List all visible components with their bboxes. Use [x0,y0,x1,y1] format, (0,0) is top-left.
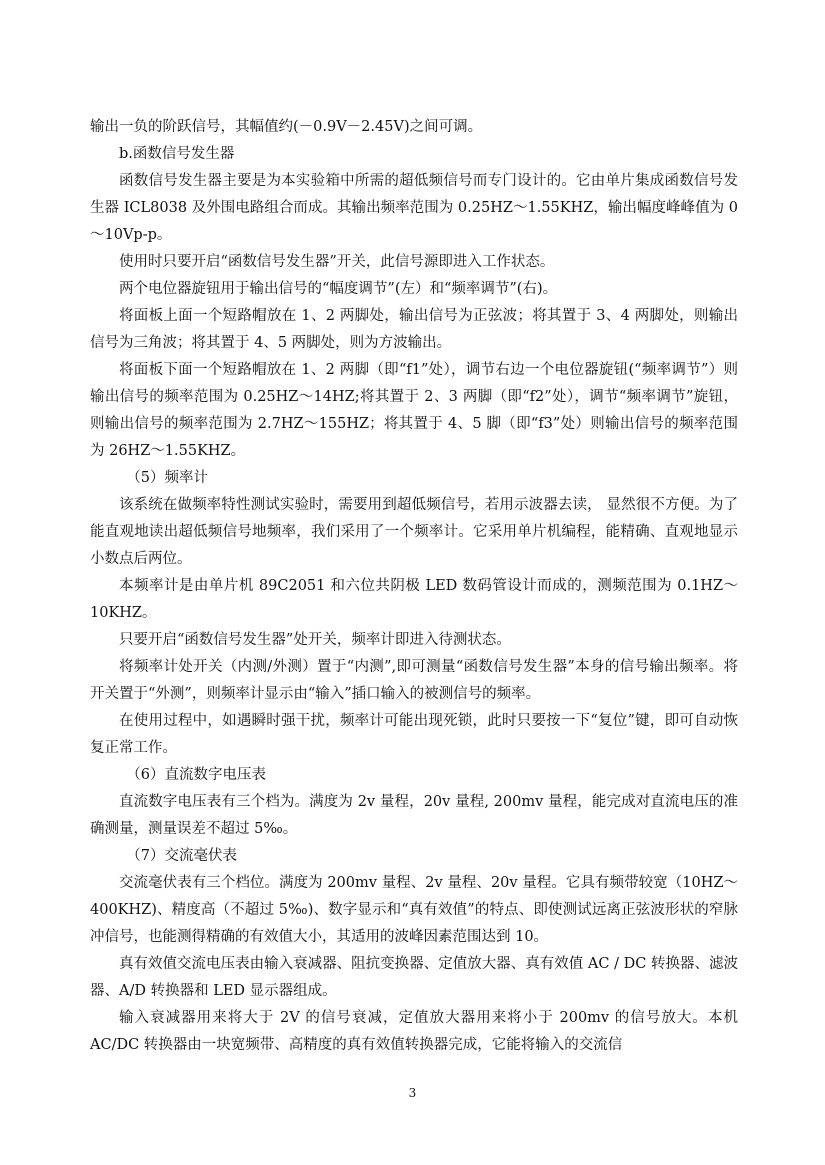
paragraph: 使用时只要开启“函数信号发生器”开关，此信号源即进入工作状态。 [119,254,555,270]
paragraph: 输入衰减器用来将大于 2V 的信号衰减，定值放大器用来将小于 200mv 的信号放大。本机 AC/DC 转换器由一块宽频带、高精度的真有效值转换器完成，它能将输入的交流信 [90,1010,738,1053]
paragraph: 本频率计是由单片机 89C2051 和六位共阴极 LED 数码管设计而成的，测频范围为 0.1HZ～10KHZ。 [90,578,738,621]
body-text [90,114,738,1059]
paragraph: 将面板下面一个短路帽放在 1、2 两脚（即“f1”处），调节右边一个电位器旋钮(“频率调节”）则输出信号的频率范围为 0.25HZ～14HZ;将其置于 2、3 两脚（即“f2”处），调节“频率调节”旋钮，则输出信号的频率范围为 2.7HZ～155HZ；将其置于 4、5 脚（即“f3”处）则输出信号的频率范围为 26HZ～1.55KHZ。 [90,362,738,459]
paragraph: 在使用过程中，如遇瞬时强干扰，频率计可能出现死锁，此时只要按一下“复位”键，即可自动恢复正常工作。 [90,713,738,756]
paragraph: （7）交流毫伏表 [126,848,237,864]
paragraph: 直流数字电压表有三个档为。满度为 2v 量程，20v 量程, 200mv 量程，能完成对直流电压的准确测量，测量误差不超过 5‰。 [90,794,738,837]
paragraph: 只要开启“函数信号发生器”处开关，频率计即进入待测状态。 [119,632,511,648]
paragraph: 两个电位器旋钮用于输出信号的“幅度调节”(左）和“频率调节”(右)。 [119,281,558,297]
paragraph: （5）频率计 [126,470,208,486]
page-number: 3 [408,1086,417,1100]
paragraph: 将面板上面一个短路帽放在 1、2 两脚处，输出信号为正弦波；将其置于 3、4 两脚处，则输出信号为三角波；将其置于 4、5 两脚处，则为方波输出。 [90,308,738,351]
paragraph: 函数信号发生器主要是为本实验箱中所需的超低频信号而专门设计的。它由单片集成函数信号发生器 ICL8038 及外围电路组合而成。其输出频率范围为 0.25HZ～1.55KHZ，输出幅度峰峰值为 0～10Vp-p。 [90,173,738,243]
paragraph: b.函数信号发生器 [119,146,235,162]
paragraph: 真有效值交流电压表由输入衰减器、阻抗变换器、定值放大器、真有效值 AC / DC 转换器、滤波器、A/D 转换器和 LED 显示器组成。 [90,956,738,999]
paragraph: 该系统在做频率特性测试实验时，需要用到超低频信号，若用示波器去读， 显然很不方便。为了能直观地读出超低频信号地频率，我们采用了一个频率计。它采用单片机编程，能精确、直观地显示小数点后两位。 [90,497,738,567]
paragraph: 输出一负的阶跃信号，其幅值约(－0.9V－2.45V)之间可调。 [90,119,483,135]
paragraph: 将频率计处开关（内测/外测）置于“内测”,即可测量“函数信号发生器”本身的信号输出频率。将开关置于“外测”，则频率计显示由“输入”插口输入的被测信号的频率。 [90,659,738,702]
paragraph: 交流毫伏表有三个档位。满度为 200mv 量程、2v 量程、20v 量程。它具有频带较宽（10HZ～400KHZ)、精度高（不超过 5‰)、数字显示和“真有效值”的特点、即使测试远离正弦波形状的窄脉冲信号，也能测得精确的有效值大小，其适用的波峰因素范围达到 10。 [90,875,738,945]
paragraph: （6）直流数字电压表 [126,767,266,783]
